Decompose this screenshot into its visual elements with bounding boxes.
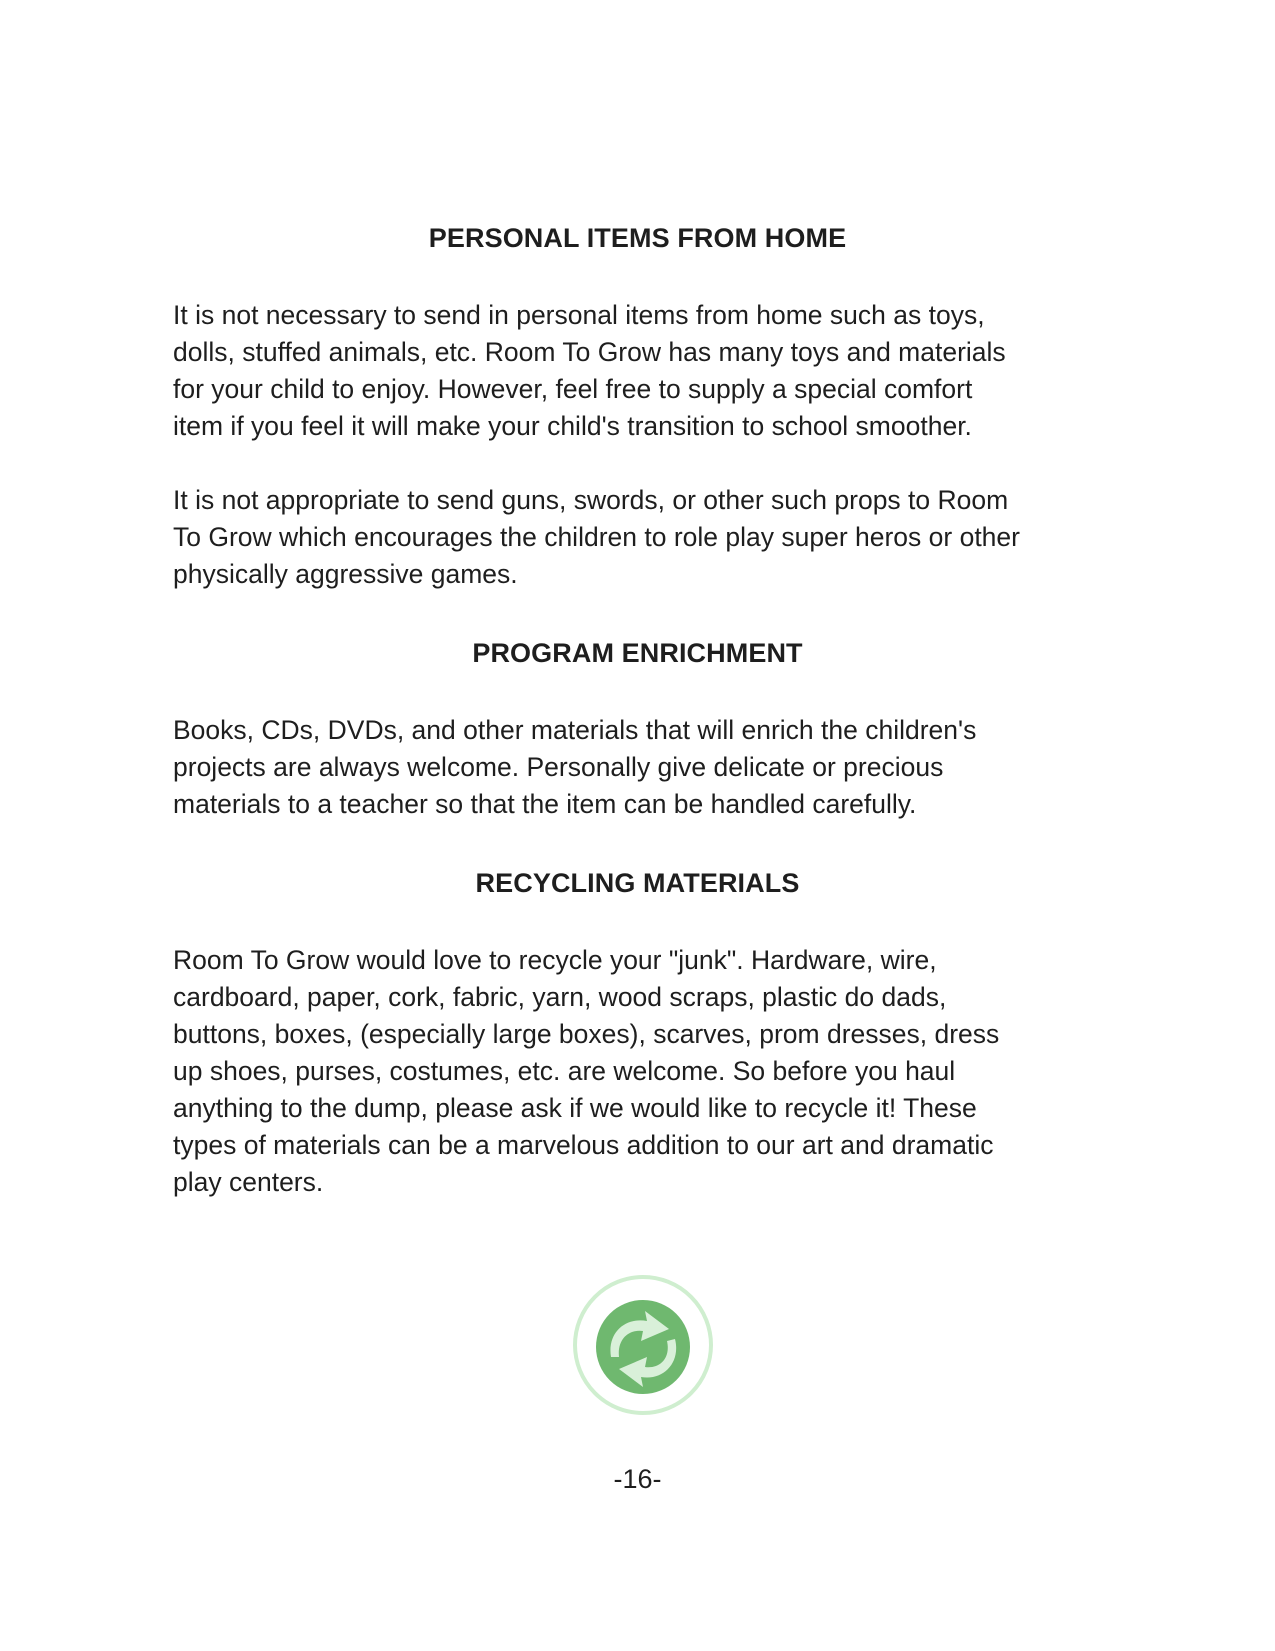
text-line: for your child to enjoy. However, feel free to supply a special comfort: [173, 374, 973, 404]
text-line: anything to the dump, please ask if we would like to recycle it! These: [173, 1093, 977, 1123]
text-line: To Grow which encourages the children to role play super heros or other: [173, 522, 1020, 552]
section-heading-program-enrichment: PROGRAM ENRICHMENT: [472, 638, 803, 668]
text-line: types of materials can be a marvelous addition to our art and dramatic: [173, 1130, 994, 1160]
text-line: cardboard, paper, cork, fabric, yarn, wood scraps, plastic do dads,: [173, 982, 947, 1012]
section-heading-recycling-materials: RECYCLING MATERIALS: [475, 868, 800, 898]
text-line: dolls, stuffed animals, etc. Room To Grow has many toys and materials: [173, 337, 1006, 367]
text-line: projects are always welcome. Personally give delicate or precious: [173, 752, 944, 782]
recycle-icon: [571, 1273, 715, 1417]
paragraph-personal-items-2: [173, 482, 1113, 593]
text-line: It is not appropriate to send guns, swords, or other such props to Room: [173, 485, 1009, 515]
text-line: play centers.: [173, 1167, 324, 1197]
paragraph-program-enrichment: [173, 712, 1113, 823]
paragraph-personal-items-1: [173, 297, 1113, 445]
text-line: up shoes, purses, costumes, etc. are welcome. So before you haul: [173, 1056, 956, 1086]
page-number: -16-: [613, 1464, 662, 1494]
paragraph-recycling-materials: [173, 942, 1113, 1201]
text-line: item if you feel it will make your child's transition to school smoother.: [173, 411, 972, 441]
text-line: materials to a teacher so that the item can be handled carefully.: [173, 789, 917, 819]
text-line: Books, CDs, DVDs, and other materials that will enrich the children's: [173, 715, 977, 745]
text-line: It is not necessary to send in personal items from home such as toys,: [173, 300, 985, 330]
text-line: physically aggressive games.: [173, 559, 518, 589]
section-heading-personal-items: PERSONAL ITEMS FROM HOME: [428, 223, 847, 253]
text-line: buttons, boxes, (especially large boxes), scarves, prom dresses, dress: [173, 1019, 1000, 1049]
text-line: Room To Grow would love to recycle your "junk". Hardware, wire,: [173, 945, 937, 975]
